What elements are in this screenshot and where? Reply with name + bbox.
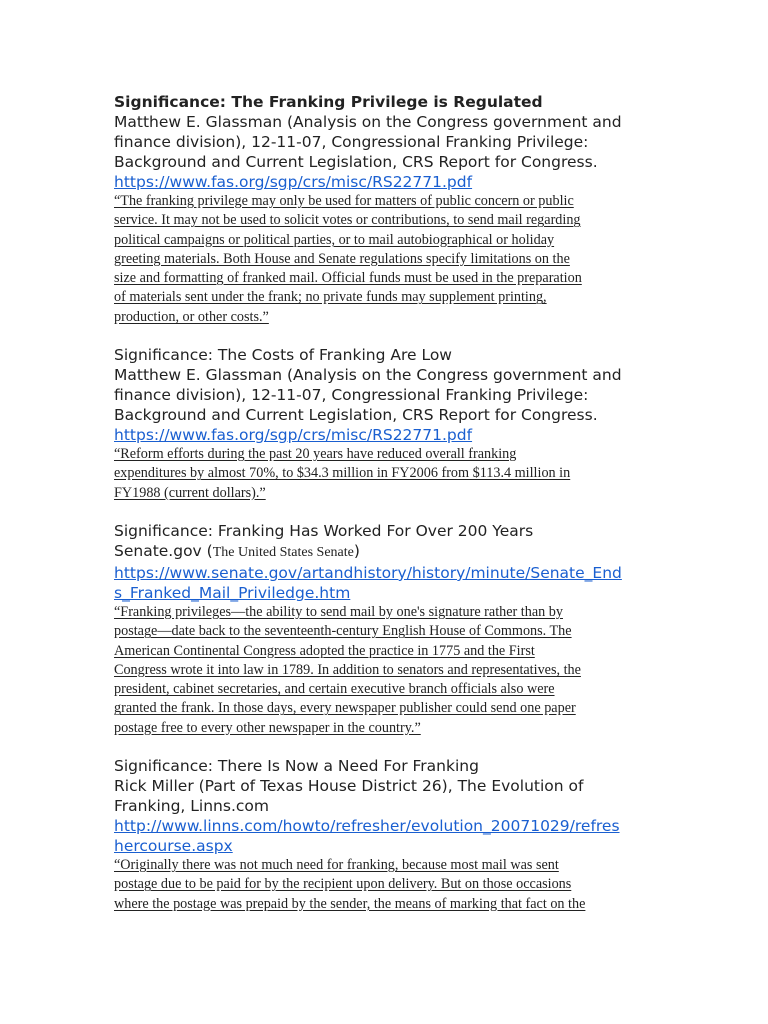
evidence-card-1 [114,92,674,327]
card-citation [114,112,674,172]
document-body [114,92,674,932]
citation-line: Matthew E. Glassman (Analysis on the Congress government and [114,113,622,131]
quote-line: greeting materials. Both House and Senate regulations specify limitations on the [114,250,570,267]
quote-line: expenditures by almost 70%, to $34.3 million in FY2006 from $113.4 million in [114,465,571,482]
card-tag: Significance: The Franking Privilege is Regulated [114,93,543,111]
citation-line: finance division), 12-11-07, Congressional Franking Privilege: [114,386,589,405]
quote-line: where the postage was prepaid by the sender, the means of marking that fact on the [114,895,586,912]
source-link[interactable] [114,425,674,445]
quote-line: FY1988 (current dollars).” [114,484,266,501]
quote-line: “Franking privileges—the ability to send mail by one's signature rather than by [114,603,563,620]
citation-line: Matthew E. Glassman (Analysis on the Congress government and [114,366,622,385]
link-line[interactable]: https://www.fas.org/sgp/crs/misc/RS22771.pdf [114,173,473,191]
citation-line: Rick Miller (Part of Texas House District 26), The Evolution of [114,777,584,796]
quote-line: size and formatting of franked mail. Official funds must be used in the preparation [114,270,582,287]
citation-source: Senate.gov ( [114,541,213,560]
card-citation [114,776,674,816]
quote-line: of materials sent under the frank; no private funds may supplement printing, [114,289,547,306]
card-tag: Significance: The Costs of Franking Are Low [114,346,452,365]
source-link[interactable] [114,172,674,192]
quote-line: production, or other costs.” [114,308,269,325]
card-citation [114,365,674,425]
quote-line: “Reform efforts during the past 20 years have reduced overall franking [114,446,517,463]
quote-line: postage—date back to the seventeenth-century English House of Commons. The [114,623,572,640]
card-citation [114,541,674,563]
evidence-card-4 [114,756,674,914]
citation-line: Background and Current Legislation, CRS Report for Congress. [114,153,598,171]
quote-line: granted the frank. In those days, every newspaper publisher could send one paper [114,700,576,717]
quote-line: “The franking privilege may only be used for matters of public concern or public [114,193,574,209]
source-link[interactable] [114,816,674,856]
quote-line: American Continental Congress adopted the practice in 1775 and the First [114,642,535,659]
evidence-card-3 [114,521,674,738]
quote-line: political campaigns or political parties, or to mail autobiographical or holiday [114,231,555,248]
link-line[interactable]: http://www.linns.com/howto/refresher/evolution_20071029/refres [114,817,620,836]
card-quote [114,856,674,914]
evidence-card-2 [114,345,674,503]
link-line[interactable]: https://www.fas.org/sgp/crs/misc/RS22771.pdf [114,426,473,445]
citation-line: finance division), 12-11-07, Congressional Franking Privilege: [114,133,589,151]
quote-line: postage due to be paid for by the recipient upon delivery. But on those occasions [114,876,572,893]
quote-line: service. It may not be used to solicit votes or contributions, to send mail regarding [114,212,581,229]
quote-line: postage free to every other newspaper in the country.” [114,719,421,736]
citation-line: Background and Current Legislation, CRS Report for Congress. [114,406,598,425]
source-link[interactable] [114,563,674,603]
citation-line: Franking, Linns.com [114,797,269,816]
citation-author: The United States Senate [212,544,354,560]
quote-line: Congress wrote it into law in 1789. In addition to senators and representatives, the [114,661,581,678]
card-tag: Significance: Franking Has Worked For Over 200 Years [114,521,534,540]
quote-line: president, cabinet secretaries, and certain executive branch officials also were [114,681,555,698]
quote-line: “Originally there was not much need for franking, because most mail was sent [114,857,559,874]
citation-close-paren: ) [353,541,360,560]
card-quote [114,445,674,503]
card-tag: Significance: There Is Now a Need For Franking [114,757,479,776]
link-line[interactable]: https://www.senate.gov/artandhistory/history/minute/Senate_End [114,563,622,582]
link-line[interactable]: hercourse.aspx [114,837,233,856]
link-line[interactable]: s_Franked_Mail_Priviledge.htm [114,583,351,602]
card-quote [114,603,674,738]
card-quote [114,192,674,327]
